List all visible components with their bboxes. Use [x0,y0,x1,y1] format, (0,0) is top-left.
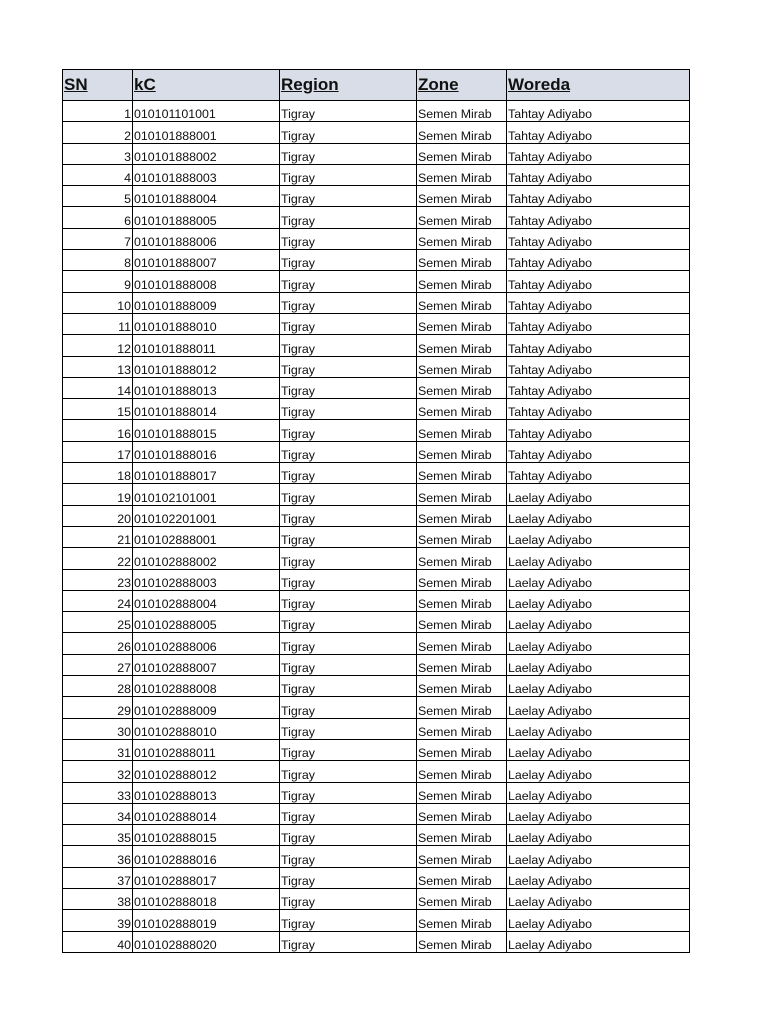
cell-woreda: Laelay Adiyabo [507,782,690,803]
cell-zone: Semen Mirab [417,122,507,143]
cell-sn: 12 [63,335,133,356]
cell-sn: 20 [63,505,133,526]
cell-kc: 010101888001 [133,122,280,143]
cell-zone: Semen Mirab [417,101,507,122]
cell-region: Tigray [280,164,417,185]
table-row [63,143,690,164]
table-row [63,590,690,611]
table-row [63,335,690,356]
cell-region: Tigray [280,313,417,334]
table-row [63,186,690,207]
table-row [63,356,690,377]
cell-sn: 14 [63,377,133,398]
table-row [63,676,690,697]
cell-region: Tigray [280,441,417,462]
cell-region: Tigray [280,101,417,122]
cell-kc: 010102888001 [133,526,280,547]
cell-region: Tigray [280,867,417,888]
cell-woreda: Laelay Adiyabo [507,590,690,611]
cell-sn: 21 [63,526,133,547]
cell-sn: 19 [63,484,133,505]
cell-kc: 010102888013 [133,782,280,803]
cell-woreda: Tahtay Adiyabo [507,186,690,207]
cell-region: Tigray [280,803,417,824]
column-header-region: Region [280,70,417,101]
cell-zone: Semen Mirab [417,335,507,356]
cell-sn: 27 [63,654,133,675]
cell-region: Tigray [280,739,417,760]
cell-zone: Semen Mirab [417,846,507,867]
table-row [63,739,690,760]
cell-zone: Semen Mirab [417,888,507,909]
cell-kc: 010101888002 [133,143,280,164]
cell-kc: 010102888020 [133,931,280,952]
cell-sn: 24 [63,590,133,611]
cell-zone: Semen Mirab [417,250,507,271]
cell-woreda: Laelay Adiyabo [507,867,690,888]
cell-kc: 010102888006 [133,633,280,654]
cell-kc: 010102888012 [133,761,280,782]
table-row [63,313,690,334]
cell-zone: Semen Mirab [417,931,507,952]
cell-kc: 010101888012 [133,356,280,377]
table-row [63,484,690,505]
table-row [63,271,690,292]
cell-woreda: Tahtay Adiyabo [507,122,690,143]
cell-sn: 32 [63,761,133,782]
cell-sn: 16 [63,420,133,441]
cell-woreda: Tahtay Adiyabo [507,207,690,228]
table-row [63,122,690,143]
cell-region: Tigray [280,463,417,484]
cell-region: Tigray [280,207,417,228]
cell-region: Tigray [280,718,417,739]
cell-zone: Semen Mirab [417,782,507,803]
cell-zone: Semen Mirab [417,803,507,824]
cell-woreda: Laelay Adiyabo [507,484,690,505]
table-row [63,420,690,441]
cell-sn: 37 [63,867,133,888]
cell-kc: 010101101001 [133,101,280,122]
cell-woreda: Tahtay Adiyabo [507,271,690,292]
cell-region: Tigray [280,143,417,164]
cell-zone: Semen Mirab [417,228,507,249]
cell-sn: 39 [63,910,133,931]
table-row [63,910,690,931]
cell-kc: 010102888016 [133,846,280,867]
cell-region: Tigray [280,569,417,590]
cell-region: Tigray [280,271,417,292]
cell-zone: Semen Mirab [417,761,507,782]
table-row [63,718,690,739]
cell-woreda: Laelay Adiyabo [507,931,690,952]
cell-region: Tigray [280,250,417,271]
cell-woreda: Laelay Adiyabo [507,846,690,867]
cell-zone: Semen Mirab [417,143,507,164]
table-row [63,803,690,824]
cell-woreda: Laelay Adiyabo [507,676,690,697]
cell-region: Tigray [280,377,417,398]
cell-sn: 33 [63,782,133,803]
cell-kc: 010102888007 [133,654,280,675]
table-body [63,101,690,953]
cell-sn: 11 [63,313,133,334]
cell-woreda: Laelay Adiyabo [507,761,690,782]
cell-woreda: Tahtay Adiyabo [507,250,690,271]
cell-sn: 23 [63,569,133,590]
cell-zone: Semen Mirab [417,313,507,334]
cell-zone: Semen Mirab [417,164,507,185]
cell-woreda: Tahtay Adiyabo [507,399,690,420]
column-header-zone: Zone [417,70,507,101]
cell-sn: 38 [63,888,133,909]
cell-region: Tigray [280,526,417,547]
cell-kc: 010101888006 [133,228,280,249]
cell-kc: 010102888003 [133,569,280,590]
table-row [63,377,690,398]
cell-region: Tigray [280,825,417,846]
table-row [63,888,690,909]
cell-woreda: Laelay Adiyabo [507,697,690,718]
cell-kc: 010102201001 [133,505,280,526]
cell-kc: 010101888011 [133,335,280,356]
cell-woreda: Laelay Adiyabo [507,910,690,931]
cell-zone: Semen Mirab [417,633,507,654]
cell-woreda: Laelay Adiyabo [507,569,690,590]
cell-zone: Semen Mirab [417,271,507,292]
table-row [63,548,690,569]
column-header-sn: SN [63,70,133,101]
cell-woreda: Laelay Adiyabo [507,526,690,547]
cell-region: Tigray [280,228,417,249]
cell-woreda: Laelay Adiyabo [507,739,690,760]
cell-region: Tigray [280,356,417,377]
cell-region: Tigray [280,888,417,909]
cell-sn: 25 [63,612,133,633]
cell-woreda: Laelay Adiyabo [507,803,690,824]
cell-kc: 010101888008 [133,271,280,292]
table-row [63,846,690,867]
table-row [63,101,690,122]
cell-sn: 15 [63,399,133,420]
cell-zone: Semen Mirab [417,654,507,675]
cell-zone: Semen Mirab [417,676,507,697]
cell-sn: 28 [63,676,133,697]
cell-woreda: Laelay Adiyabo [507,718,690,739]
cell-zone: Semen Mirab [417,825,507,846]
cell-region: Tigray [280,612,417,633]
cell-woreda: Laelay Adiyabo [507,654,690,675]
cell-woreda: Tahtay Adiyabo [507,164,690,185]
cell-woreda: Laelay Adiyabo [507,633,690,654]
table-row [63,399,690,420]
cell-zone: Semen Mirab [417,292,507,313]
cell-kc: 010101888017 [133,463,280,484]
cell-region: Tigray [280,292,417,313]
cell-zone: Semen Mirab [417,910,507,931]
cell-region: Tigray [280,761,417,782]
cell-zone: Semen Mirab [417,697,507,718]
cell-region: Tigray [280,399,417,420]
cell-woreda: Tahtay Adiyabo [507,335,690,356]
cell-zone: Semen Mirab [417,718,507,739]
cell-kc: 010101888007 [133,250,280,271]
cell-kc: 010102888008 [133,676,280,697]
cell-sn: 8 [63,250,133,271]
cell-zone: Semen Mirab [417,612,507,633]
cell-woreda: Tahtay Adiyabo [507,101,690,122]
cell-woreda: Laelay Adiyabo [507,548,690,569]
table-row [63,612,690,633]
cell-sn: 35 [63,825,133,846]
cell-zone: Semen Mirab [417,484,507,505]
cell-sn: 17 [63,441,133,462]
cell-zone: Semen Mirab [417,420,507,441]
table-row [63,292,690,313]
cell-woreda: Tahtay Adiyabo [507,377,690,398]
cell-woreda: Laelay Adiyabo [507,825,690,846]
cell-sn: 30 [63,718,133,739]
cell-region: Tigray [280,846,417,867]
cell-sn: 7 [63,228,133,249]
cell-zone: Semen Mirab [417,463,507,484]
cell-region: Tigray [280,484,417,505]
cell-kc: 010101888016 [133,441,280,462]
cell-kc: 010102888018 [133,888,280,909]
cell-zone: Semen Mirab [417,356,507,377]
cell-zone: Semen Mirab [417,377,507,398]
cell-kc: 010102888014 [133,803,280,824]
cell-zone: Semen Mirab [417,569,507,590]
cell-woreda: Tahtay Adiyabo [507,143,690,164]
cell-woreda: Tahtay Adiyabo [507,441,690,462]
table-row [63,825,690,846]
cell-woreda: Laelay Adiyabo [507,505,690,526]
cell-kc: 010101888013 [133,377,280,398]
cell-sn: 5 [63,186,133,207]
cell-kc: 010102888004 [133,590,280,611]
cell-region: Tigray [280,931,417,952]
cell-kc: 010101888010 [133,313,280,334]
cell-woreda: Tahtay Adiyabo [507,356,690,377]
cell-region: Tigray [280,335,417,356]
cell-zone: Semen Mirab [417,207,507,228]
cell-sn: 4 [63,164,133,185]
cell-sn: 34 [63,803,133,824]
header-row [63,70,690,101]
table-row [63,463,690,484]
cell-woreda: Tahtay Adiyabo [507,463,690,484]
cell-sn: 29 [63,697,133,718]
cell-zone: Semen Mirab [417,186,507,207]
cell-sn: 40 [63,931,133,952]
cell-woreda: Laelay Adiyabo [507,612,690,633]
column-header-kc: kC [133,70,280,101]
cell-sn: 22 [63,548,133,569]
cell-kc: 010102888010 [133,718,280,739]
cell-zone: Semen Mirab [417,505,507,526]
table-row [63,761,690,782]
cell-zone: Semen Mirab [417,526,507,547]
cell-region: Tigray [280,633,417,654]
cell-kc: 010101888005 [133,207,280,228]
cell-kc: 010101888009 [133,292,280,313]
cell-zone: Semen Mirab [417,548,507,569]
cell-zone: Semen Mirab [417,441,507,462]
cell-woreda: Tahtay Adiyabo [507,292,690,313]
cell-kc: 010102888019 [133,910,280,931]
table-row [63,441,690,462]
cell-zone: Semen Mirab [417,739,507,760]
cell-sn: 2 [63,122,133,143]
cell-sn: 36 [63,846,133,867]
cell-sn: 26 [63,633,133,654]
cell-kc: 010102888017 [133,867,280,888]
cell-sn: 13 [63,356,133,377]
cell-kc: 010102888015 [133,825,280,846]
cell-kc: 010102888011 [133,739,280,760]
cell-sn: 6 [63,207,133,228]
cell-woreda: Laelay Adiyabo [507,888,690,909]
cell-woreda: Tahtay Adiyabo [507,420,690,441]
cell-kc: 010102888005 [133,612,280,633]
cell-sn: 18 [63,463,133,484]
cell-region: Tigray [280,910,417,931]
table-row [63,782,690,803]
cell-region: Tigray [280,676,417,697]
table-row [63,633,690,654]
table-row [63,207,690,228]
table-row [63,526,690,547]
table-row [63,931,690,952]
cell-kc: 010102101001 [133,484,280,505]
cell-region: Tigray [280,654,417,675]
cell-kc: 010102888009 [133,697,280,718]
cell-kc: 010101888003 [133,164,280,185]
column-header-woreda: Woreda [507,70,690,101]
cell-region: Tigray [280,420,417,441]
cell-woreda: Tahtay Adiyabo [507,313,690,334]
cell-kc: 010101888004 [133,186,280,207]
cell-region: Tigray [280,782,417,803]
cell-zone: Semen Mirab [417,399,507,420]
table-row [63,654,690,675]
table-row [63,164,690,185]
cell-zone: Semen Mirab [417,590,507,611]
cell-region: Tigray [280,122,417,143]
cell-kc: 010102888002 [133,548,280,569]
table-row [63,569,690,590]
cell-kc: 010101888014 [133,399,280,420]
cell-sn: 10 [63,292,133,313]
cell-region: Tigray [280,186,417,207]
cell-sn: 31 [63,739,133,760]
table-row [63,867,690,888]
table-header [63,70,690,101]
cell-woreda: Tahtay Adiyabo [507,228,690,249]
cell-sn: 9 [63,271,133,292]
cell-region: Tigray [280,548,417,569]
cell-region: Tigray [280,590,417,611]
cell-sn: 3 [63,143,133,164]
data-table [62,69,690,953]
table-row [63,697,690,718]
cell-region: Tigray [280,505,417,526]
cell-region: Tigray [280,697,417,718]
cell-sn: 1 [63,101,133,122]
table-row [63,505,690,526]
cell-kc: 010101888015 [133,420,280,441]
table-row [63,228,690,249]
table-row [63,250,690,271]
cell-zone: Semen Mirab [417,867,507,888]
